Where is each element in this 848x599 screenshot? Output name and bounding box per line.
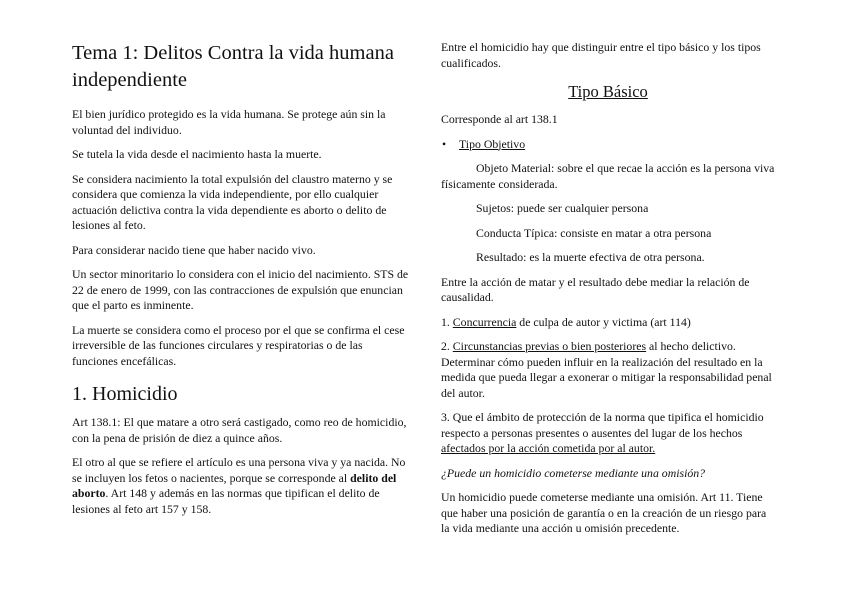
list-item-2-rest: al hecho delictivo. Determinar cómo pueden influir en la realización del resultado en la medida que pueda llegar a exonerar o mitigar la responsabilidad penal del autor. xyxy=(441,339,772,400)
paragraph-causalidad: Entre la acción de matar y el resultado debe mediar la relación de causalidad. xyxy=(441,274,750,304)
paragraph-art-138: Art 138.1: El que matare a otro será castigado, como reo de homicidio, con la pena de prisión de diez a quince años. xyxy=(72,415,407,445)
paragraph-corresponde: Corresponde al art 138.1 xyxy=(441,112,558,126)
paragraph-objeto-material: Objeto Material: sobre el que recae la acción es la persona viva físicamente considerada. xyxy=(441,161,775,191)
paragraph-conducta-tipica: Conducta Típica: consiste en matar a otra persona xyxy=(476,225,712,240)
paragraph-otro-text-a: El otro al que se refiere el artículo es una persona viva y ya nacida. No se incluyen los fetos o nacientes, porque se corresponde al xyxy=(72,455,406,485)
paragraph-resultado: Resultado: es la muerte efectiva de otra persona. xyxy=(476,250,705,264)
right-column xyxy=(441,0,775,546)
bullet-icon: • xyxy=(442,136,447,151)
list-item-ambito xyxy=(441,410,775,457)
paragraph-otro-text-b: . Art 148 y además en las normas que tipifican el delito de lesiones al feto art 157 y 158. xyxy=(72,486,380,516)
list-number-1: 1. xyxy=(441,314,453,329)
list-item-3-text: 3. Que el ámbito de protección de la norma que tipifica el homicidio respecto a personas presentes o ausentes del lugar de los hechos xyxy=(441,410,764,440)
bullet-label: Tipo Objetivo xyxy=(459,136,526,151)
paragraph-distinguir: Entre el homicidio hay que distinguir entre el tipo básico y los tipos cualificados. xyxy=(441,40,761,70)
list-item-1-rest: de culpa de autor y victima (art 114) xyxy=(516,314,691,329)
paragraph-muerte: La muerte se considera como el proceso por el que se confirma el cese irreversible de las funciones circulares y respiratorias o de las funciones encefálicas. xyxy=(72,322,405,368)
paragraph-otro xyxy=(72,455,410,517)
paragraph-sujetos: Sujetos: puede ser cualquier persona xyxy=(476,201,649,215)
underlined-circunstancias: Circunstancias previas o bien posteriores xyxy=(452,339,647,353)
underlined-afectados: afectados por la acción cometida por al autor. xyxy=(441,441,656,455)
underlined-concurrencia: Concurrencia xyxy=(452,314,517,329)
paragraph-sector-minoritario: Un sector minoritario lo considera con el inicio del nacimiento. STS de 22 de enero de 1999, con las contracciones de expulsión que enuncian que el parto es inminente. xyxy=(72,267,409,312)
list-item-concurrencia xyxy=(441,315,775,331)
paragraph-bien-juridico: El bien jurídico protegido es la vida humana. Se protege aún sin la voluntad del individuo. xyxy=(72,107,386,137)
paragraph-nacido-vivo: Para considerar nacido tiene que haber nacido vivo. xyxy=(72,242,316,257)
subtitle-tipo-basico: Tipo Básico xyxy=(568,82,648,101)
left-column xyxy=(72,0,410,526)
paragraph-omision: Un homicidio puede cometerse mediante una omisión. Art 11. Tiene que haber una posición de garantía o en la creación de un riesgo para la vida mediante una acción u omisión precedente. xyxy=(441,490,767,535)
list-number-2: 2. xyxy=(441,339,453,353)
question-omision: ¿Puede un homicidio cometerse mediante una omisión? xyxy=(441,465,706,480)
list-item-circunstancias xyxy=(441,339,775,401)
paragraph-nacimiento: Se considera nacimiento la total expulsión del claustro materno y se considera que comienza la vida independiente, por ello cualquier actuación delictiva contra la vida dependiente es aborto o delito de lesiones al feto. xyxy=(72,171,393,232)
section-heading-homicidio: 1. Homicidio xyxy=(72,383,178,405)
bold-delito-aborto: delito del aborto xyxy=(72,470,397,500)
page-title: Tema 1: Delitos Contra la vida humana independiente xyxy=(72,42,394,91)
bullet-tipo-objetivo xyxy=(441,137,775,153)
paragraph-tutela: Se tutela la vida desde el nacimiento hasta la muerte. xyxy=(72,147,322,161)
